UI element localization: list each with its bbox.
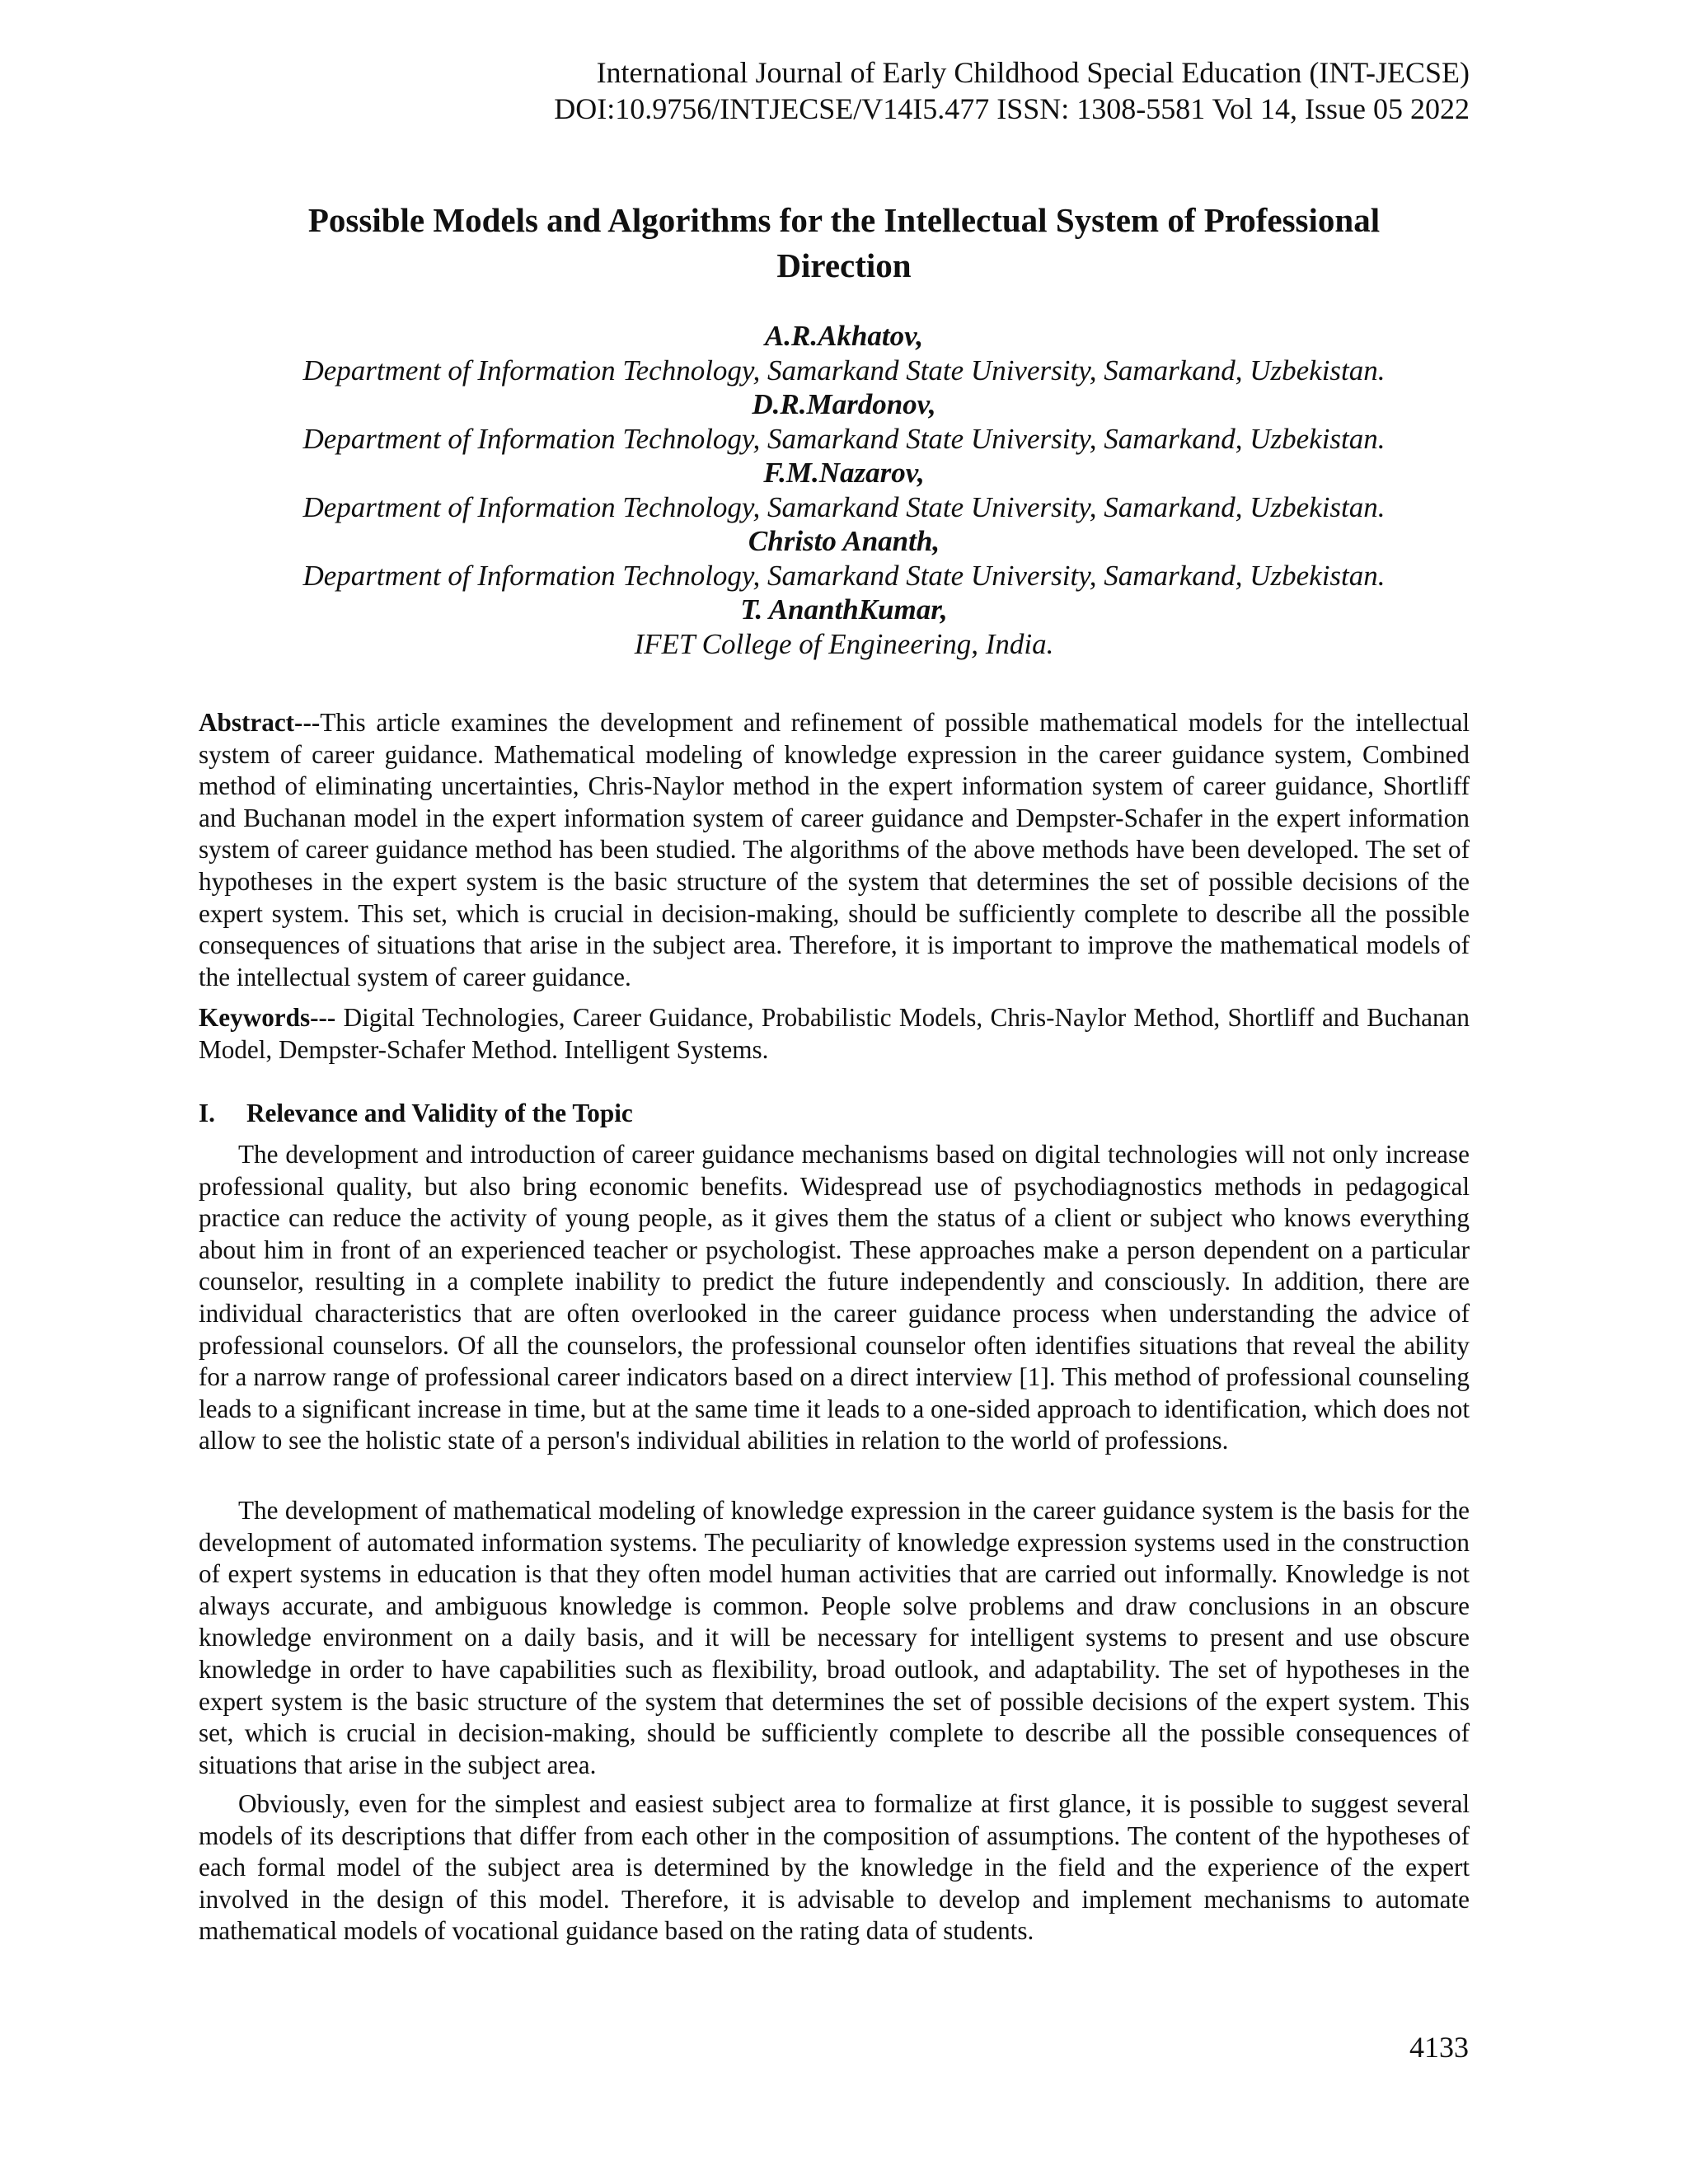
doi-issn-line: DOI:10.9756/INTJECSE/V14I5.477 ISSN: 1308-5581 Vol 14, Issue 05 2022 [554,92,1470,125]
paper-title: Possible Models and Algorithms for the Intellectual System of Professional Direction [307,201,1381,284]
author-name: Christo Ananth, [748,525,940,557]
keywords [199,1002,1470,1066]
author-affiliation: Department of Information Technology, Samarkand State University, Samarkand, Uzbekistan. [302,422,1386,455]
section-number: I. [199,1099,215,1127]
page-number: 4133 [1409,2031,1469,2064]
body-paragraph: The development of mathematical modeling of knowledge expression in the career guidance system is the basis for the development of automated information systems. The peculiarity of knowledge expression systems used in the construction of expert systems in education is that they often model human activities that are carried out informally. Knowledge is not always accurate, and ambiguous knowledge is common. People solve problems and draw conclusions in an obscure knowledge environment on a daily basis, and it will be necessary for intelligent systems to present and use obscure knowledge in order to have capabilities such as flexibility, broad outlook, and adaptability. The set of hypotheses in the expert system is the basic structure of the system that determines the set of possible decisions of the expert system. This set, which is crucial in decision-making, should be sufficiently complete to describe all the possible consequences of situations that arise in the subject area. [199,1496,1470,1779]
abstract [199,707,1470,993]
author-name: D.R.Mardonov, [752,388,936,420]
body-paragraph: The development and introduction of career guidance mechanisms based on digital technologies will not only increase professional quality, but also bring economic benefits. Widespread use of psychodiagnostics methods in pedagogical practice can reduce the activity of young people, as it gives them the status of a client or subject who knows everything about him in front of an experienced teacher or psychologist. These approaches make a person dependent on a particular counselor, resulting in a complete inability to predict the future independently and consciously. In addition, there are individual characteristics that are often overlooked in the career guidance process when understanding the advice of professional counselors. Of all the counselors, the professional counselor often identifies situations that reveal the ability for a narrow range of professional career indicators based on a direct interview [1]. This method of professional counseling leads to a significant increase in time, but at the same time it leads to a one-sided approach to identification, which does not allow to see the holistic state of a person's individual abilities in relation to the world of professions. [199,1140,1470,1455]
author-name: F.M.Nazarov, [763,457,925,489]
running-header [554,54,1470,127]
author-affiliation: Department of Information Technology, Samarkand State University, Samarkand, Uzbekistan. [302,354,1386,387]
keywords-text: Digital Technologies, Career Guidance, Probabilistic Models, Chris-Naylor Method, Shortliff and Buchanan Model, Dempster-Schafer Method. Intelligent Systems. [199,1003,1470,1064]
abstract-label: Abstract--- [199,708,321,737]
author-affiliation: Department of Information Technology, Samarkand State University, Samarkand, Uzbekistan. [302,559,1386,592]
section-title: Relevance and Validity of the Topic [246,1099,633,1127]
author-affiliation: Department of Information Technology, Samarkand State University, Samarkand, Uzbekistan. [302,490,1386,523]
keywords-label: Keywords--- [199,1003,336,1032]
author-name: T. AnanthKumar, [740,593,948,626]
section-heading [199,1098,633,1130]
journal-name: International Journal of Early Childhood Special Education (INT-JECSE) [596,56,1470,89]
author-list [165,319,1523,661]
author-name: A.R.Akhatov, [764,320,924,352]
body-paragraph: Obviously, even for the simplest and easiest subject area to formalize at first glance, it is possible to suggest several models of its descriptions that differ from each other in the composition of assumptions. The content of the hypotheses of each formal model of the subject area is determined by the knowledge in the field and the experience of the expert involved in the design of this model. Therefore, it is advisable to develop and implement mechanisms to automate mathematical models of vocational guidance based on the rating data of students. [199,1789,1470,1946]
abstract-text: This article examines the development and refinement of possible mathematical models for the intellectual system of career guidance. Mathematical modeling of knowledge expression in the career guidance system, Combined method of eliminating uncertainties, Chris-Naylor method in the expert information system of career guidance, Shortliff and Buchanan model in the expert information system of career guidance and Dempster-Schafer in the expert information system of career guidance method has been studied. The algorithms of the above methods have been developed. The set of hypotheses in the expert system is the basic structure of the system that determines the set of possible decisions of the expert system. This set, which is crucial in decision-making, should be sufficiently complete to describe all the possible consequences of situations that arise in the subject area. Therefore, it is important to improve the mathematical models of the intellectual system of career guidance. [199,708,1470,991]
author-affiliation: IFET College of Engineering, India. [634,627,1054,660]
